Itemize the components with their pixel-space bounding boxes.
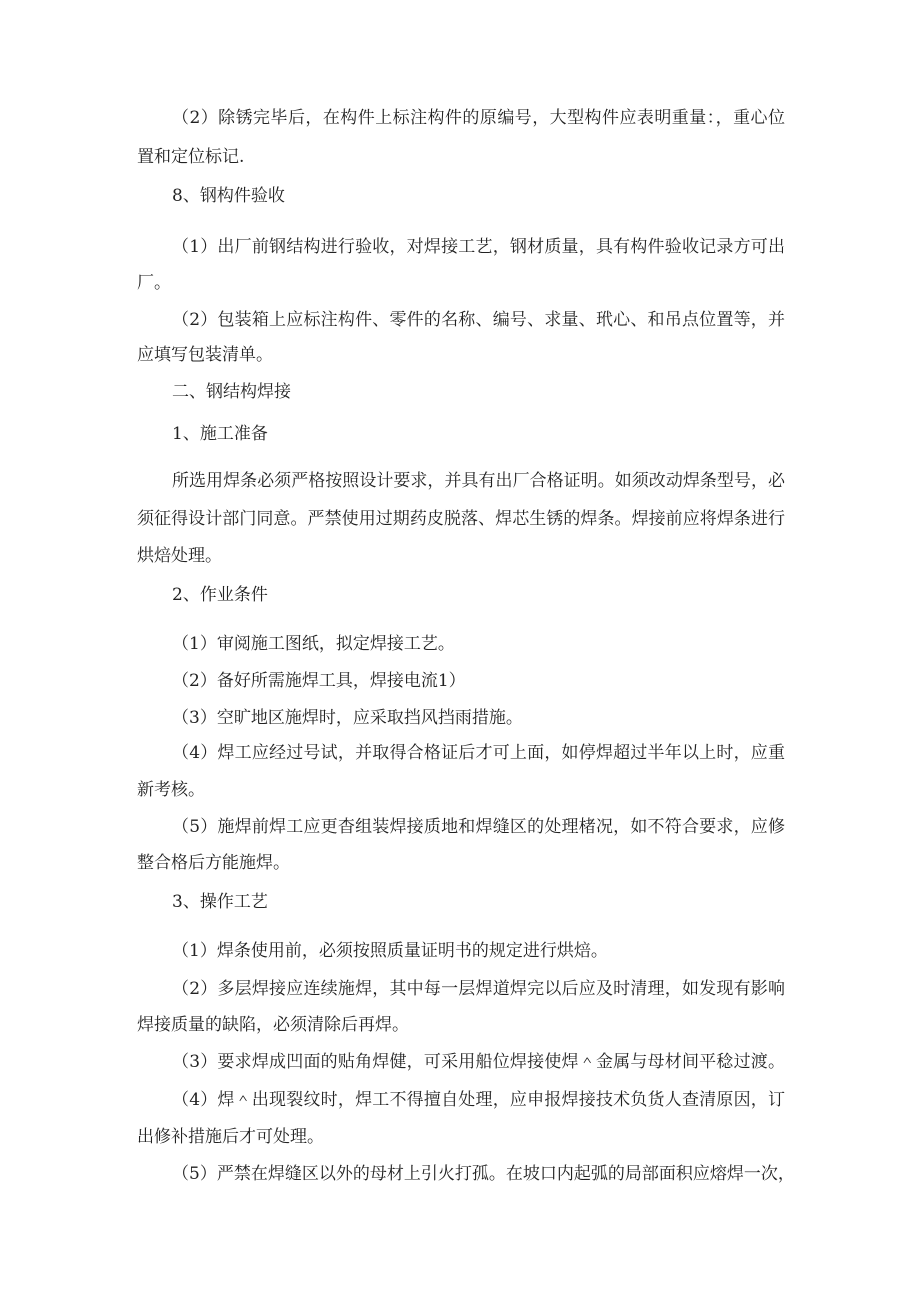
text-line: （2）除锈完毕后，在构件上标注构件的原编号，大型构件应表明重量：，重心位 — [172, 108, 785, 128]
text-line: （5）严禁在焊缝区以外的母材上引火打孤。在坡口内起弧的局部面积应熔焊一次， — [172, 1164, 795, 1184]
text-line: 焊接质量的缺陷，必须清除后再焊。 — [137, 1015, 409, 1035]
text-line: （4）焊工应经过号试，并取得合格证后才可上面，如停焊超过半年以上时，应重 — [172, 743, 785, 763]
text-line: （2）备好所需施焊工具，焊接电流1） — [172, 671, 466, 691]
text-line: 烘焙处理。 — [137, 546, 222, 566]
text-line: （3）空旷地区施焊时，应采取挡风挡雨措施。 — [172, 708, 523, 728]
text-line: （2）多层焊接应连续施焊，其中每一层焊道焊完以后应及时清理，如发现有影响 — [172, 979, 785, 999]
section-heading: 3、操作工艺 — [172, 892, 268, 912]
text-line: （2）包装箱上应标注构件、零件的名称、编号、求量、玳心、和吊点位置等，并 — [172, 310, 785, 330]
text-line: （5）施焊前焊工应更杳组装焊接质地和焊缝区的处理楮况，如不符合要求，应修 — [172, 817, 785, 837]
chapter-heading: 二、钢结构焊接 — [172, 382, 291, 402]
text-line: 置和定位标记. — [137, 147, 245, 167]
text-line: 整合格后方能施焊。 — [137, 853, 290, 873]
text-line: 厂。 — [137, 273, 171, 293]
section-heading: 8、钢构件验收 — [172, 186, 285, 206]
text-line: （1）出厂前钢结构进行验收，对焊接工艺，钢材质量，具有构件验收记录方可出 — [172, 237, 785, 257]
text-line: 新考核。 — [137, 780, 205, 800]
text-line: 应填写包装清单。 — [137, 345, 273, 365]
text-line: 出修补措施后才可处理。 — [137, 1127, 324, 1147]
text-line: （4）焊＾出现裂纹时，焊工不得擅自处理，应申报焊接技术负货人查清原因，订 — [172, 1090, 785, 1110]
text-line: 须征得设计部门同意。严禁使用过期药皮脱落、焊芯生锈的焊条。焊接前应将焊条进行 — [137, 509, 785, 529]
section-heading: 2、作业条件 — [172, 585, 268, 605]
text-line: 所选用焊条必须严格按照设计要求，并具有出厂合格证明。如须改动焊条型号，必 — [172, 471, 785, 491]
text-line: （1）审阅施工图纸，拟定焊接工艺。 — [172, 634, 455, 654]
text-line: （3）要求焊成凹面的贴角焊健，可采用船位焊接使焊＾金属与母材间平稔过渡。 — [172, 1052, 785, 1072]
section-heading: 1、施工准备 — [172, 424, 268, 444]
text-line: （1）焊条使用前，必须按照质量证明书的规定进行烘焙。 — [172, 941, 608, 961]
